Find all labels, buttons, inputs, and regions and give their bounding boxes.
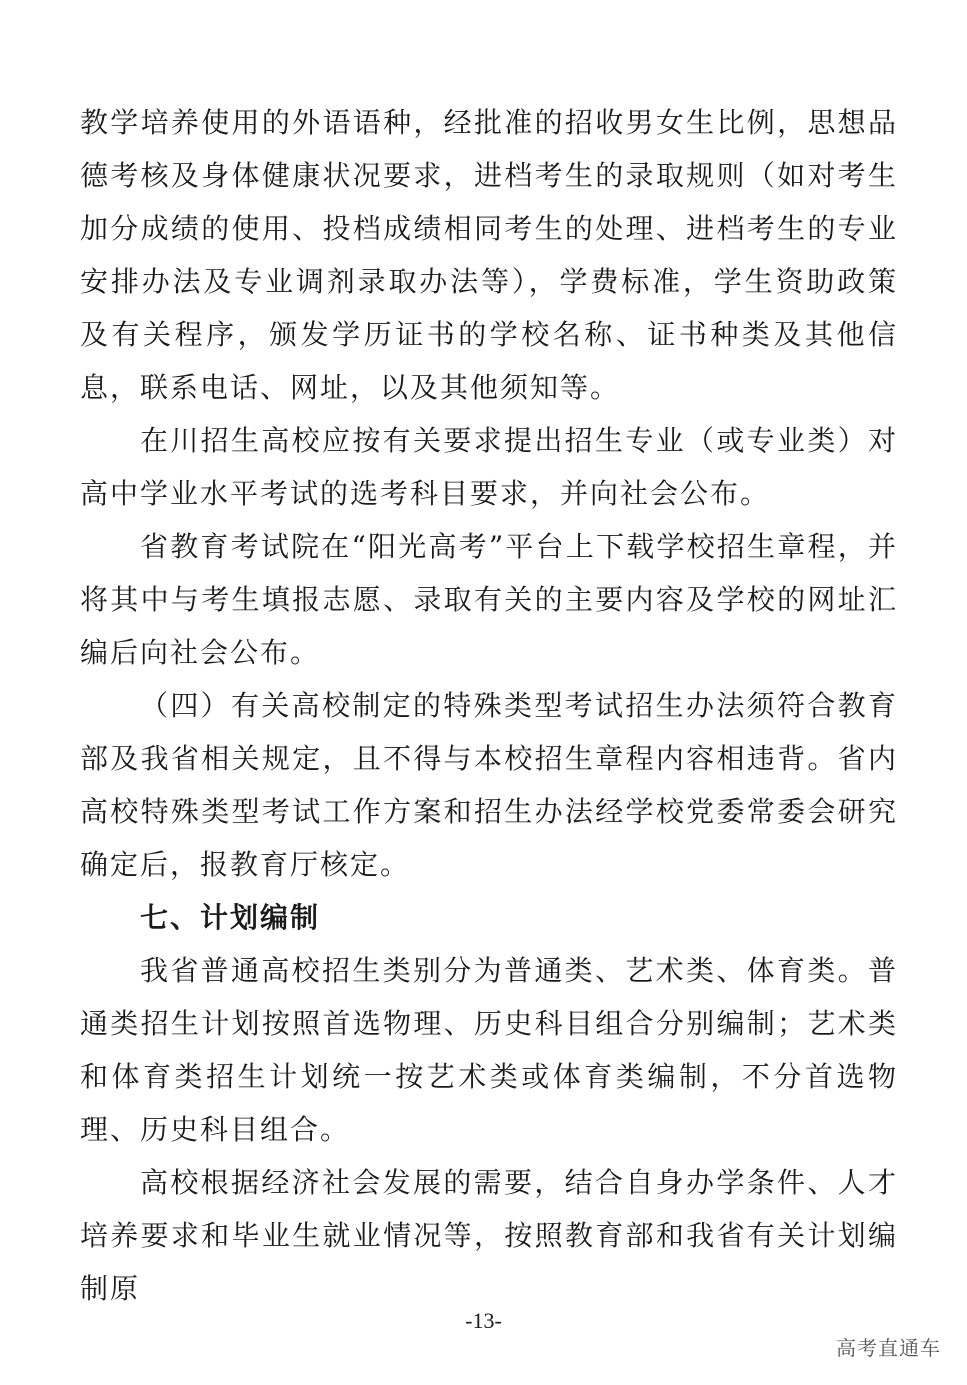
- paragraph-sunshine-platform: 省教育考试院在“阳光高考”平台上下载学校招生章程，并将其中与考生填报志愿、录取有关的主要内容及学校的网址汇编后向社会公布。: [80, 530, 898, 669]
- document-body: [80, 96, 898, 1315]
- paragraph-subject-requirements: 在川招生高校应按有关要求提出招生专业（或专业类）对高中学业水平考试的选考科目要求，并向社会公布。: [80, 424, 898, 510]
- watermark: 高考直通车: [836, 1336, 941, 1360]
- paragraph-special-exams: （四）有关高校制定的特殊类型考试招生办法须符合教育部及我省相关规定，且不得与本校招生章程内容相违背。省内高校特殊类型考试工作方案和招生办法经学校党委常委会研究确定后，报教育厅核定。: [80, 689, 898, 881]
- paragraph-plan-principles: 高校根据经济社会发展的需要，结合自身办学条件、人才培养要求和毕业生就业情况等，按照教育部和我省有关计划编制原: [80, 1166, 898, 1305]
- paragraph-continued: 教学培养使用的外语语种，经批准的招收男女生比例，思想品德考核及身体健康状况要求，进档考生的录取规则（如对考生加分成绩的使用、投档成绩相同考生的处理、进档考生的专业安排办法及专业调剂录取办法等），学费标准，学生资助政策及有关程序，颁发学历证书的学校名称、证书种类及其他信息，联系电话、网址，以及其他须知等。: [80, 106, 898, 404]
- paragraph-categories: 我省普通高校招生类别分为普通类、艺术类、体育类。普通类招生计划按照首选物理、历史科目组合分别编制；艺术类和体育类招生计划统一按艺术类或体育类编制，不分首选物理、历史科目组合。: [80, 954, 898, 1146]
- page-number: -13-: [465, 1308, 502, 1333]
- section-heading-plan: 七、计划编制: [140, 901, 321, 934]
